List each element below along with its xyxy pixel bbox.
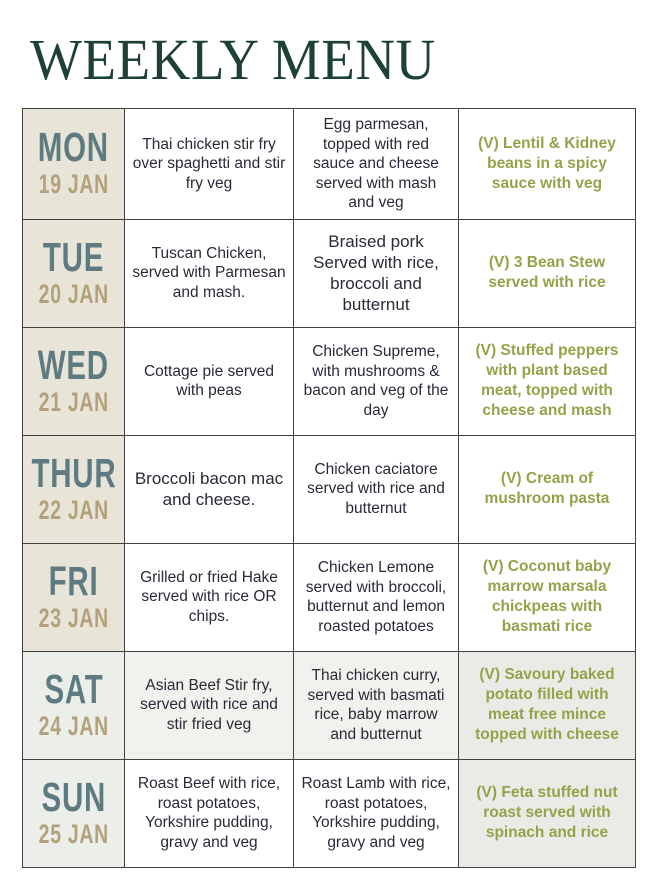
day-name: TUE	[42, 233, 105, 280]
vegetarian-option: (V) 3 Bean Stew served with rice	[458, 220, 635, 327]
vegetarian-option: (V) Stuffed peppers with plant based meat, topped with cheese and mash	[458, 328, 635, 435]
menu-row-sat	[23, 651, 635, 759]
meal-option-2: Egg parmesan, topped with red sauce and cheese served with mash and veg	[293, 109, 458, 219]
vegetarian-option: (V) Coconut baby marrow marsala chickpeas with basmati rice	[458, 544, 635, 651]
day-date: 25 JAN	[38, 818, 109, 849]
meal-option-1: Tuscan Chicken, served with Parmesan and mash.	[124, 220, 293, 327]
day-cell	[23, 544, 124, 651]
day-date: 22 JAN	[38, 494, 109, 525]
day-date: 21 JAN	[38, 386, 109, 417]
menu-row-mon	[23, 109, 635, 219]
day-cell	[23, 220, 124, 327]
day-name: FRI	[48, 557, 99, 604]
day-name: WED	[37, 341, 110, 388]
day-date: 19 JAN	[38, 169, 109, 200]
meal-option-1: Cottage pie served with peas	[124, 328, 293, 435]
meal-option-1: Asian Beef Stir fry, served with rice and stir fried veg	[124, 652, 293, 759]
day-name: SUN	[41, 773, 106, 820]
day-cell	[23, 328, 124, 435]
meal-option-1: Grilled or fried Hake served with rice OR chips.	[124, 544, 293, 651]
menu-row-thur	[23, 435, 635, 543]
meal-option-2: Roast Lamb with rice, roast potatoes, Yorkshire pudding, gravy and veg	[293, 760, 458, 867]
meal-option-1: Broccoli bacon mac and cheese.	[124, 436, 293, 543]
vegetarian-option: (V) Cream of mushroom pasta	[458, 436, 635, 543]
day-name: SAT	[43, 665, 104, 712]
day-date: 24 JAN	[38, 710, 109, 741]
menu-row-wed	[23, 327, 635, 435]
day-cell	[23, 760, 124, 867]
menu-row-fri	[23, 543, 635, 651]
meal-option-1: Roast Beef with rice, roast potatoes, Yorkshire pudding, gravy and veg	[124, 760, 293, 867]
meal-option-2: Chicken Supreme, with mushrooms & bacon and veg of the day	[293, 328, 458, 435]
day-cell	[23, 652, 124, 759]
menu-row-sun	[23, 759, 635, 867]
meal-option-1: Thai chicken stir fry over spaghetti and stir fry veg	[124, 109, 293, 219]
day-date: 23 JAN	[38, 602, 109, 633]
day-cell	[23, 436, 124, 543]
menu-table	[22, 108, 636, 868]
meal-option-2: Braised pork Served with rice, broccoli and butternut	[293, 220, 458, 327]
page-title: WEEKLY MENU	[30, 27, 436, 92]
vegetarian-option: (V) Savoury baked potato filled with meat free mince topped with cheese	[458, 652, 635, 759]
day-date: 20 JAN	[38, 278, 109, 309]
day-name: MON	[37, 124, 110, 171]
day-name: THUR	[31, 449, 116, 496]
meal-option-2: Thai chicken curry, served with basmati rice, baby marrow and butternut	[293, 652, 458, 759]
vegetarian-option: (V) Feta stuffed nut roast served with spinach and rice	[458, 760, 635, 867]
day-cell	[23, 109, 124, 219]
meal-option-2: Chicken Lemone served with broccoli, butternut and lemon roasted potatoes	[293, 544, 458, 651]
meal-option-2: Chicken caciatore served with rice and butternut	[293, 436, 458, 543]
vegetarian-option: (V) Lentil & Kidney beans in a spicy sauce with veg	[458, 109, 635, 219]
menu-row-tue	[23, 219, 635, 327]
